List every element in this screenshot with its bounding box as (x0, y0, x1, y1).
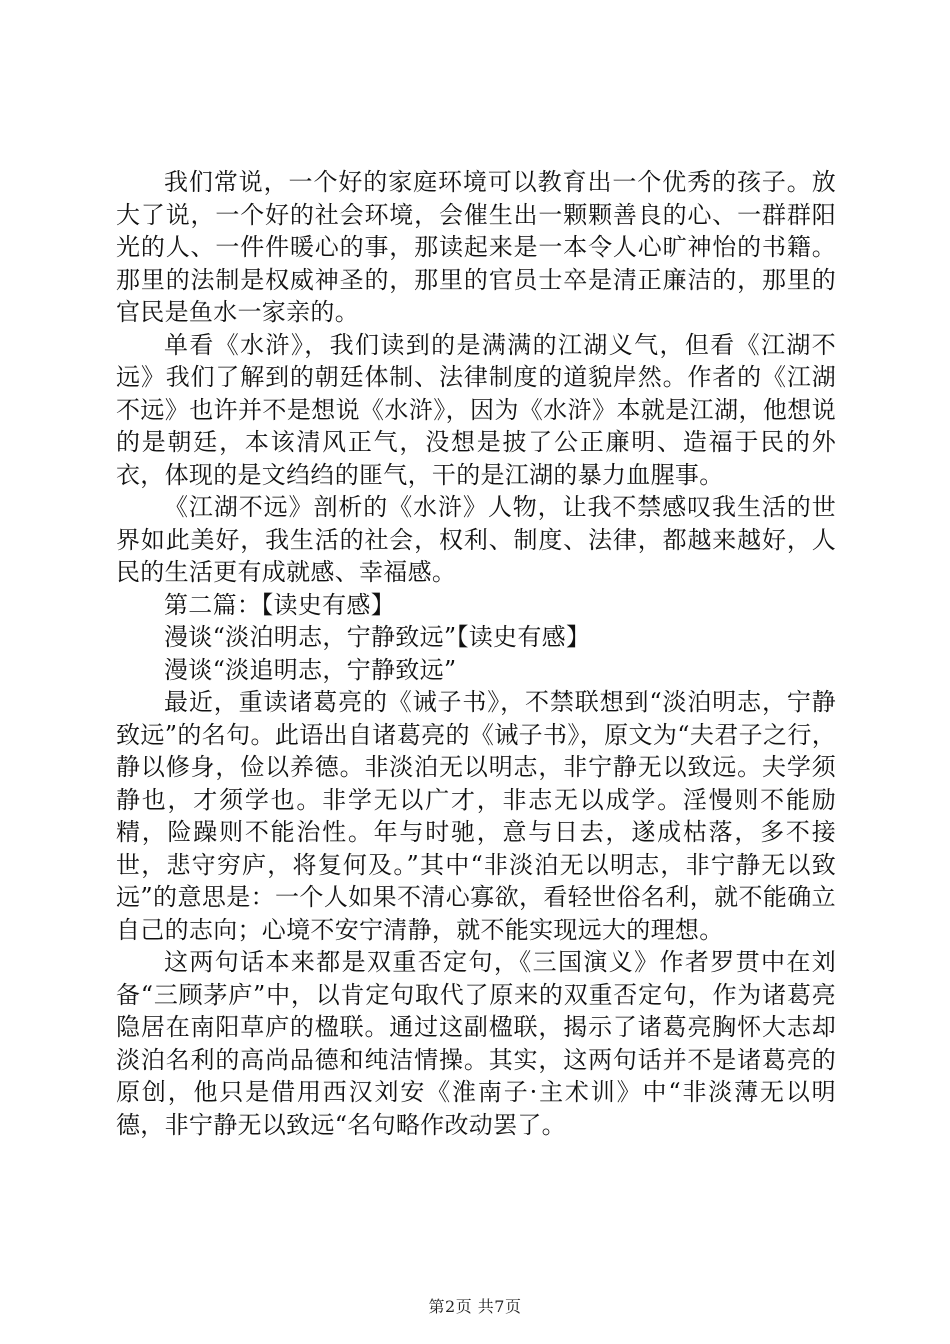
section-heading-part-two: 第二篇：【读史有感】 (164, 590, 395, 619)
paragraph-jiezishu: 最近，重读诸葛亮的《诫子书》，不禁联想到“淡泊明志，宁静致远”的名句。此语出自诸葛亮的《诫子书》，原文为“夫君子之行，静以修身，俭以养德。非淡泊无以明志，非宁静无以致远。夫学须静也，才须学也。非学无以广才，非志无以成学。淫慢则不能励精，险躁则不能治性。年与时驰，意与日去，遂成枯落，多不接世，悲守穷庐，将复何及。”其中“非淡泊无以明志，非宁静无以致远”的意思是：一个人如果不清心寡欲，看轻世俗名利，就不能确立自己的志向；心境不安宁清静，就不能实现远大的理想。 (116, 688, 836, 944)
paragraph-jianghu-buyuan: 《江湖不远》剖析的《水浒》人物，让我不禁感叹我生活的世界如此美好，我生活的社会，权利、制度、法律，都越来越好，人民的生活更有成就感、幸福感。 (116, 493, 836, 586)
article-title: 漫谈“淡泊明志，宁静致远”【读史有感】 (164, 623, 591, 651)
article-subtitle: 漫谈“淡追明志，宁静致远” (164, 655, 457, 684)
paragraph-sanguo-yanyi: 这两句话本来都是双重否定句，《三国演义》作者罗贯中在刘备“三顾茅庐”中，以肯定句取代了原来的双重否定句，作为诸葛亮隐居在南阳草庐的楹联。通过这副楹联，揭示了诸葛亮胸怀大志却淡泊名利的高尚品德和纯洁情操。其实，这两句话并不是诸葛亮的原创，他只是借用西汉刘安《淮南子·主术训》中“非淡薄无以明德，非宁静无以致远“名句略作改动罢了。 (116, 948, 836, 1139)
document-body (116, 166, 836, 1141)
page-number-footer: 第2页 共7页 (428, 1297, 522, 1316)
paragraph-shuihu-review: 单看《水浒》，我们读到的是满满的江湖义气，但看《江湖不远》我们了解到的朝廷体制、法律制度的道貌岸然。作者的《江湖不远》也许并不是想说《水浒》，因为《水浒》本就是江湖，他想说的是朝廷，本该清风正气，没想是披了公正廉明、造福于民的外衣，体现的是文绉绉的匪气，干的是江湖的暴力血腥事。 (116, 330, 836, 489)
paragraph-good-environment: 我们常说，一个好的家庭环境可以教育出一个优秀的孩子。放大了说，一个好的社会环境，会催生出一颗颗善良的心、一群群阳光的人、一件件暖心的事，那读起来是一本令人心旷神怡的书籍。那里的法制是权威神圣的，那里的官员士卒是清正廉洁的，那里的官民是鱼水一家亲的。 (116, 168, 836, 326)
